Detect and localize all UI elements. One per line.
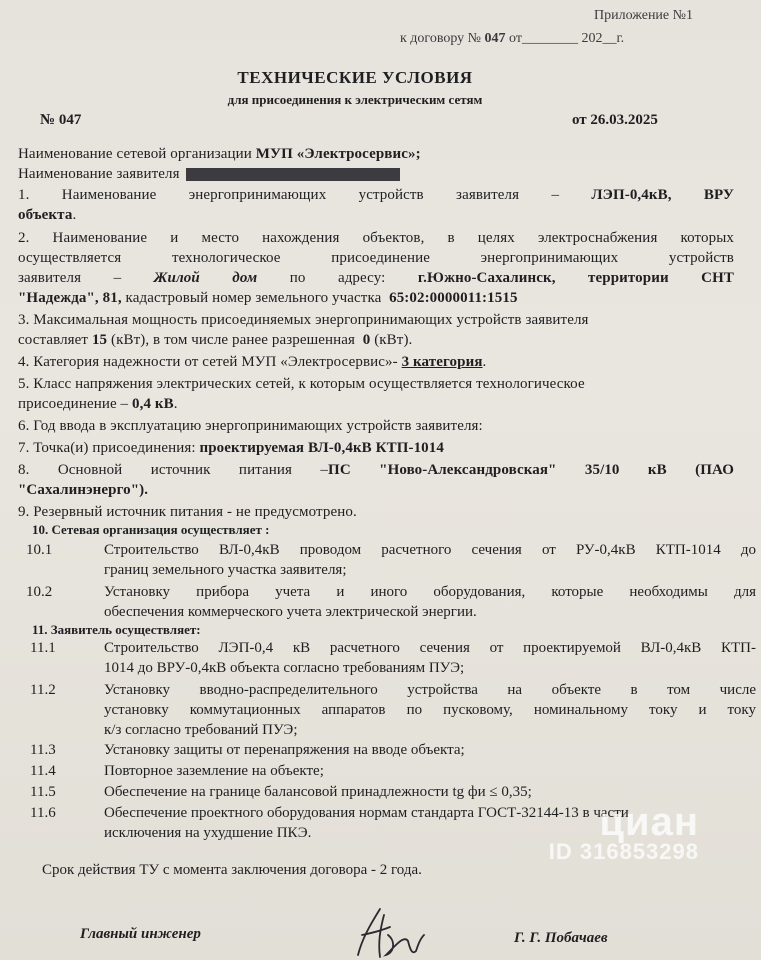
watermark-id: ID 316853298 (548, 839, 699, 864)
item-5-line-2: присоединение – 0,4 кВ. (18, 396, 178, 412)
item-1-object: объекта (18, 207, 73, 223)
item-11-1-number: 11.1 (30, 640, 56, 656)
item-8-line-1 (18, 462, 734, 482)
signatory-name: Г. Г. Побачаев (514, 930, 608, 946)
item-3-label-2: (кВт), в том числе ранее разрешенная (111, 332, 356, 348)
document-number: № 047 (40, 112, 82, 128)
item-9-line: 9. Резервный источник питания - не предусмотрено. (18, 504, 357, 520)
item-10-2-number: 10.2 (26, 584, 53, 600)
item-11-6-number: 11.6 (30, 805, 56, 821)
contract-year: 202__г. (581, 31, 625, 46)
item-2-cadastral-label: кадастровый номер земельного участка (125, 290, 382, 306)
item-5-label: присоединение – (18, 396, 129, 412)
item-6-line: 6. Год ввода в эксплуатацию энергопринимающих устройств заявителя: (18, 418, 483, 434)
item-1-line-1 (18, 187, 734, 207)
validity-text: Срок действия ТУ с момента заключения договора - 2 года. (42, 862, 422, 878)
contract-prefix: к договору № (400, 31, 482, 46)
item-10-2-line-2: обеспечения коммерческого учета электрической энергии. (104, 604, 477, 620)
item-8-source: ПС "Ново-Александровская" 35/10 кВ (ПАО (328, 462, 734, 478)
item-11-1-line-2: 1014 до ВРУ-0,4кВ объекта согласно требованиям ПУЭ; (104, 660, 465, 676)
redacted-applicant-name (186, 168, 400, 181)
item-5-line-1: 5. Класс напряжения электрических сетей, к которым осуществляется технологическое (18, 376, 585, 392)
org-line (18, 146, 421, 163)
item-8-line-2 (18, 482, 148, 499)
item-3-line-2 (18, 332, 412, 349)
item-11-2-number: 11.2 (30, 682, 56, 698)
item-1-text: 1. Наименование энергопринимающих устройств заявителя – (18, 187, 560, 203)
item-11-2-line-2: установку коммутационных аппаратов по пусковому, номинальному току и току (104, 702, 756, 718)
item-10-2-line-1: Установку прибора учета и иного оборудования, которые необходимы для (104, 584, 756, 600)
item-3-line-1: 3. Максимальная мощность присоединяемых энергопринимающих устройств заявителя (18, 312, 589, 328)
item-7-line (18, 440, 444, 457)
applicant-label: Наименование заявителя (18, 166, 180, 182)
item-11-heading: 11. Заявитель осуществляет: (32, 622, 201, 637)
item-8-company: "Сахалинэнерго"). (18, 482, 149, 498)
item-11-4-number: 11.4 (30, 763, 56, 779)
item-10-1-number: 10.1 (26, 542, 53, 558)
watermark-logo: циан (599, 800, 699, 844)
item-11-6-line-1: Обеспечение проектного оборудования нормам стандарта ГОСТ-32144-13 в части (104, 805, 629, 821)
org-name: МУП «Электросервис»; (255, 146, 421, 162)
applicant-line (18, 166, 400, 183)
appendix-label: Приложение №1 (594, 8, 693, 23)
watermark (549, 800, 699, 865)
contract-blank: ________ (521, 31, 578, 46)
item-5-voltage: 0,4 кВ (132, 396, 174, 412)
item-7-label: 7. Точка(и) присоединения: (18, 440, 196, 456)
item-2-line-1: 2. Наименование и место нахождения объектов, в целях электроснабжения которых (18, 230, 734, 246)
item-11-5-number: 11.5 (30, 784, 56, 800)
item-3-unit: (кВт). (374, 332, 413, 348)
document-title: ТЕХНИЧЕСКИЕ УСЛОВИЯ (237, 68, 473, 87)
item-1-devices: ЛЭП-0,4кВ, ВРУ (591, 187, 734, 203)
item-11-2-line-3: к/з согласно требований ПУЭ; (104, 722, 298, 738)
item-3-max-power: 15 (91, 332, 108, 348)
contract-from: от (509, 31, 522, 46)
item-2-cadastral-number: 65:02:0000011:1515 (389, 290, 518, 306)
handwritten-signature (350, 905, 430, 960)
org-label: Наименование сетевой организации (18, 146, 252, 162)
contract-number: 047 (484, 31, 506, 46)
item-2-applicant: заявителя – (18, 270, 122, 286)
item-2-line-2: осуществляется технологическое присоединение энергопринимающих устройств (18, 250, 734, 266)
item-11-2-line-1: Установку вводно-распределительного устройства на объекте в том числе (104, 682, 756, 698)
item-2-line-4 (18, 290, 518, 307)
item-11-5-text: Обеспечение на границе балансовой принадлежности tg фи ≤ 0,35; (104, 784, 532, 800)
item-11-6-line-2: исключения на ухудшение ПКЭ. (104, 825, 312, 841)
item-10-1-line-1: Строительство ВЛ-0,4кВ проводом расчетного сечения от РУ-0,4кВ КТП-1014 до (104, 542, 756, 558)
item-3-prior-power: 0 (362, 332, 371, 348)
item-1-line-2: объекта. (18, 207, 77, 223)
document-date: от 26.03.2025 (572, 112, 658, 128)
item-11-3-text: Установку защиты от перенапряжения на вводе объекта; (104, 742, 465, 758)
item-2-plot: "Надежда", 81, (18, 290, 122, 306)
contract-reference (400, 31, 624, 47)
document-subtitle: для присоединения к электрическим сетям (227, 92, 483, 107)
item-10-1-line-2: границ земельного участка заявителя; (104, 562, 347, 578)
item-4-category: 3 категория (401, 354, 483, 370)
item-11-1-line-1: Строительство ЛЭП-0,4 кВ расчетного сечения от проектируемой ВЛ-0,4кВ КТП- (104, 640, 756, 656)
item-3-label: составляет (18, 332, 89, 348)
item-7-connection-point: проектируемая ВЛ-0,4кВ КТП-1014 (199, 440, 444, 456)
item-4-text: 4. Категория надежности от сетей МУП «Электросервис»- (18, 354, 398, 370)
item-10-heading: 10. Сетевая организация осуществляет : (32, 522, 270, 537)
item-2-address-label: по адресу: (289, 270, 386, 286)
item-8-label: 8. Основной источник питания – (18, 462, 329, 478)
item-2-address: г.Южно-Сахалинск, территории СНТ (417, 270, 734, 286)
item-4-line: 4. Категория надежности от сетей МУП «Электросервис»- 3 категория. (18, 354, 487, 370)
item-11-4-text: Повторное заземление на объекте; (104, 763, 324, 779)
signatory-position: Главный инженер (80, 926, 201, 942)
item-2-line-3 (18, 270, 734, 290)
item-11-3-number: 11.3 (30, 742, 56, 758)
item-2-object-type: Жилой дом (153, 270, 258, 286)
